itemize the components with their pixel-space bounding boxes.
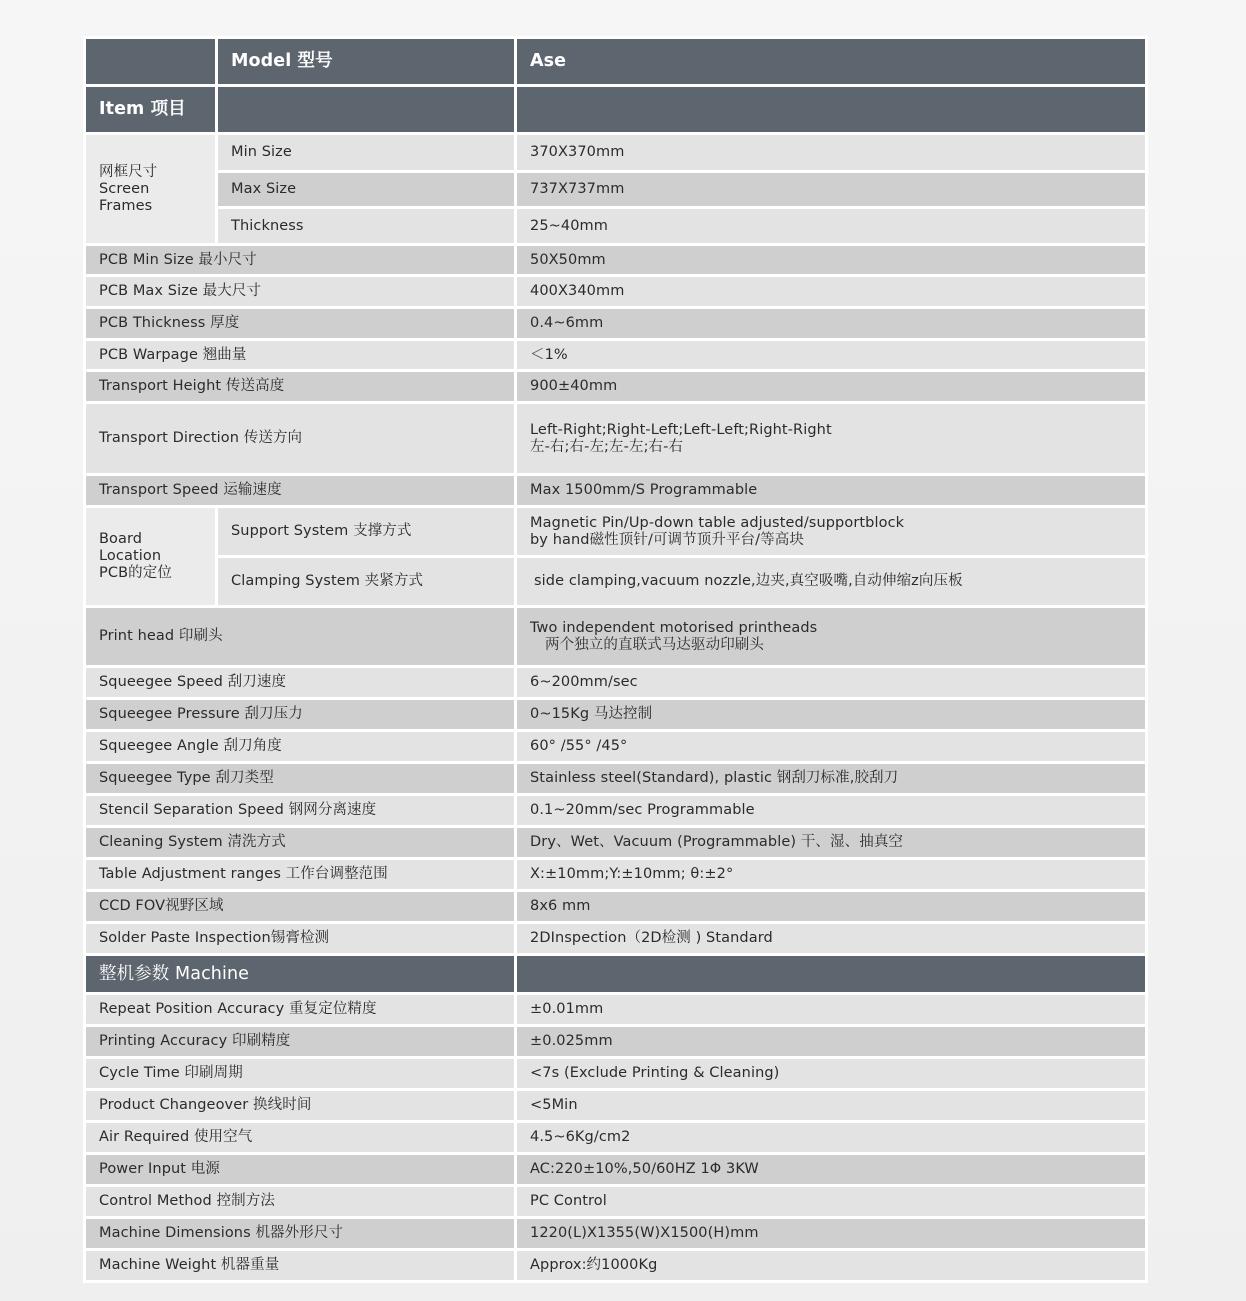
board-location-label-line: Location [99,548,162,564]
spec-name: Squeegee Pressure 刮刀压力 [86,700,514,729]
spec-value-line: Two independent motorised printheads [530,619,818,636]
spec-name: Stencil Separation Speed 钢网分离速度 [86,796,514,825]
screen-frames-label-line: Screen [99,180,150,197]
spec-value: 370X370mm [517,135,1145,170]
spec-value-line: by hand磁性顶针/可调节顶升平台/等高块 [530,531,804,548]
screen-frames-label [86,135,215,243]
spec-name: Power Input 电源 [86,1155,514,1184]
machine-header-blank [517,956,1145,992]
spec-name: Clamping System 夹紧方式 [218,558,514,605]
screen-frames-row-min [86,135,1145,170]
table-row [86,476,1145,505]
table-row [86,1091,1145,1120]
spec-value: ±0.01mm [517,995,1145,1024]
board-location-row-clamping [86,558,1145,605]
spec-name: Solder Paste Inspection锡膏检测 [86,924,514,953]
spec-name: Thickness [218,209,514,243]
spec-value: 0~15Kg 马达控制 [517,700,1145,729]
table-row [86,246,1145,274]
spec-value: 60° /55° /45° [517,732,1145,761]
spec-value: PC Control [517,1187,1145,1216]
spec-value-line: Left-Right;Right-Left;Left-Left;Right-Right [530,421,832,438]
spec-value: 6~200mm/sec [517,668,1145,697]
table-row [86,277,1145,306]
spec-value: 4.5~6Kg/cm2 [517,1123,1145,1152]
spec-name: PCB Min Size 最小尺寸 [86,246,514,274]
table-row [86,1123,1145,1152]
spec-value: 2DInspection（2D检测 ) Standard [517,924,1145,953]
spec-name: Min Size [218,135,514,170]
spec-name: Squeegee Type 刮刀类型 [86,764,514,793]
board-location-label [86,508,215,605]
spec-value-text: side clamping,vacuum nozzle,边夹,真空吸嘴,自动伸缩z向压板 [534,573,963,589]
table-row [86,732,1145,761]
table-row [86,1059,1145,1088]
model-label: Model 型号 [218,39,514,84]
spec-name: PCB Max Size 最大尺寸 [86,277,514,306]
spec-name: Printing Accuracy 印刷精度 [86,1027,514,1056]
screen-frames-row-thickness [86,209,1145,243]
machine-header-label: 整机参数 Machine [86,956,514,992]
header-row-item [86,87,1145,132]
spec-value: 1220(L)X1355(W)X1500(H)mm [517,1219,1145,1248]
spec-name: Squeegee Angle 刮刀角度 [86,732,514,761]
item-blank-cell-2 [517,87,1145,132]
spec-name: CCD FOV视野区域 [86,892,514,921]
spec-name: Support System 支撑方式 [218,508,514,555]
spec-value: 50X50mm [517,246,1145,274]
table-row [86,924,1145,953]
spec-name: Cleaning System 清洗方式 [86,828,514,857]
spec-name: Cycle Time 印刷周期 [86,1059,514,1088]
spec-value: 400X340mm [517,277,1145,306]
table-row [86,860,1145,889]
spec-value: 900±40mm [517,372,1145,401]
spec-name: Machine Weight 机器重量 [86,1251,514,1280]
header-blank-cell [86,39,215,84]
spec-value: ＜1% [517,341,1145,369]
item-label: Item 项目 [86,87,215,132]
spec-value: Stainless steel(Standard), plastic 钢刮刀标准,胶刮刀 [517,764,1145,793]
spec-name: PCB Warpage 翘曲量 [86,341,514,369]
board-location-label-line: PCB的定位 [99,565,172,581]
spec-value [517,508,1145,555]
spec-name: Machine Dimensions 机器外形尺寸 [86,1219,514,1248]
spec-value: Approx:约1000Kg [517,1251,1145,1280]
spec-name: Max Size [218,173,514,206]
spec-name: Product Changeover 换线时间 [86,1091,514,1120]
spec-table [83,36,1148,1283]
spec-name: Transport Height 传送高度 [86,372,514,401]
spec-value [517,608,1145,665]
spec-value: <7s (Exclude Printing & Cleaning) [517,1059,1145,1088]
table-row [86,372,1145,401]
spec-value-line: Magnetic Pin/Up-down table adjusted/supportblock [530,514,905,531]
table-row [86,828,1145,857]
spec-value: AC:220±10%,50/60HZ 1Φ 3KW [517,1155,1145,1184]
spec-value: 8x6 mm [517,892,1145,921]
item-blank-cell-1 [218,87,514,132]
screen-frames-label-line: Frames [99,197,153,214]
screen-frames-row-max [86,173,1145,206]
spec-name: Transport Direction 传送方向 [86,404,514,473]
spec-value [517,404,1145,473]
spec-name: Control Method 控制方法 [86,1187,514,1216]
table-row [86,892,1145,921]
spec-name: Table Adjustment ranges 工作台调整范围 [86,860,514,889]
spec-name: PCB Thickness 厚度 [86,309,514,338]
table-row [86,995,1145,1024]
spec-name: Air Required 使用空气 [86,1123,514,1152]
model-value: Ase [517,39,1145,84]
table-row [86,1027,1145,1056]
table-row [86,341,1145,369]
spec-value: Dry、Wet、Vacuum (Programmable) 干、湿、抽真空 [517,828,1145,857]
table-row [86,668,1145,697]
header-row-model [86,39,1145,84]
machine-header-row [86,956,1145,992]
screen-frames-label-line: 网框尺寸 [99,163,158,180]
table-row [86,796,1145,825]
table-row [86,764,1145,793]
spec-name: Transport Speed 运输速度 [86,476,514,505]
table-row [86,1219,1145,1248]
spec-value: X:±10mm;Y:±10mm; θ:±2° [517,860,1145,889]
table-row [86,404,1145,473]
spec-value: ±0.025mm [517,1027,1145,1056]
spec-value-line: 左-右;右-左;左-左;右-右 [530,438,684,455]
spec-value: Max 1500mm/S Programmable [517,476,1145,505]
table-row [86,608,1145,665]
spec-name: Squeegee Speed 刮刀速度 [86,668,514,697]
board-location-row-support [86,508,1145,555]
spec-value-line: 两个独立的直联式马达驱动印刷头 [545,636,764,653]
board-location-label-line: Board [99,531,143,547]
spec-name: Print head 印刷头 [86,608,514,665]
table-row [86,1187,1145,1216]
spec-value: <5Min [517,1091,1145,1120]
spec-value: 737X737mm [517,173,1145,206]
spec-value: 0.1~20mm/sec Programmable [517,796,1145,825]
table-row [86,1155,1145,1184]
spec-value [517,558,1145,605]
spec-value: 0.4~6mm [517,309,1145,338]
table-row [86,700,1145,729]
table-row [86,309,1145,338]
table-row [86,1251,1145,1280]
spec-name: Repeat Position Accuracy 重复定位精度 [86,995,514,1024]
spec-value: 25~40mm [517,209,1145,243]
